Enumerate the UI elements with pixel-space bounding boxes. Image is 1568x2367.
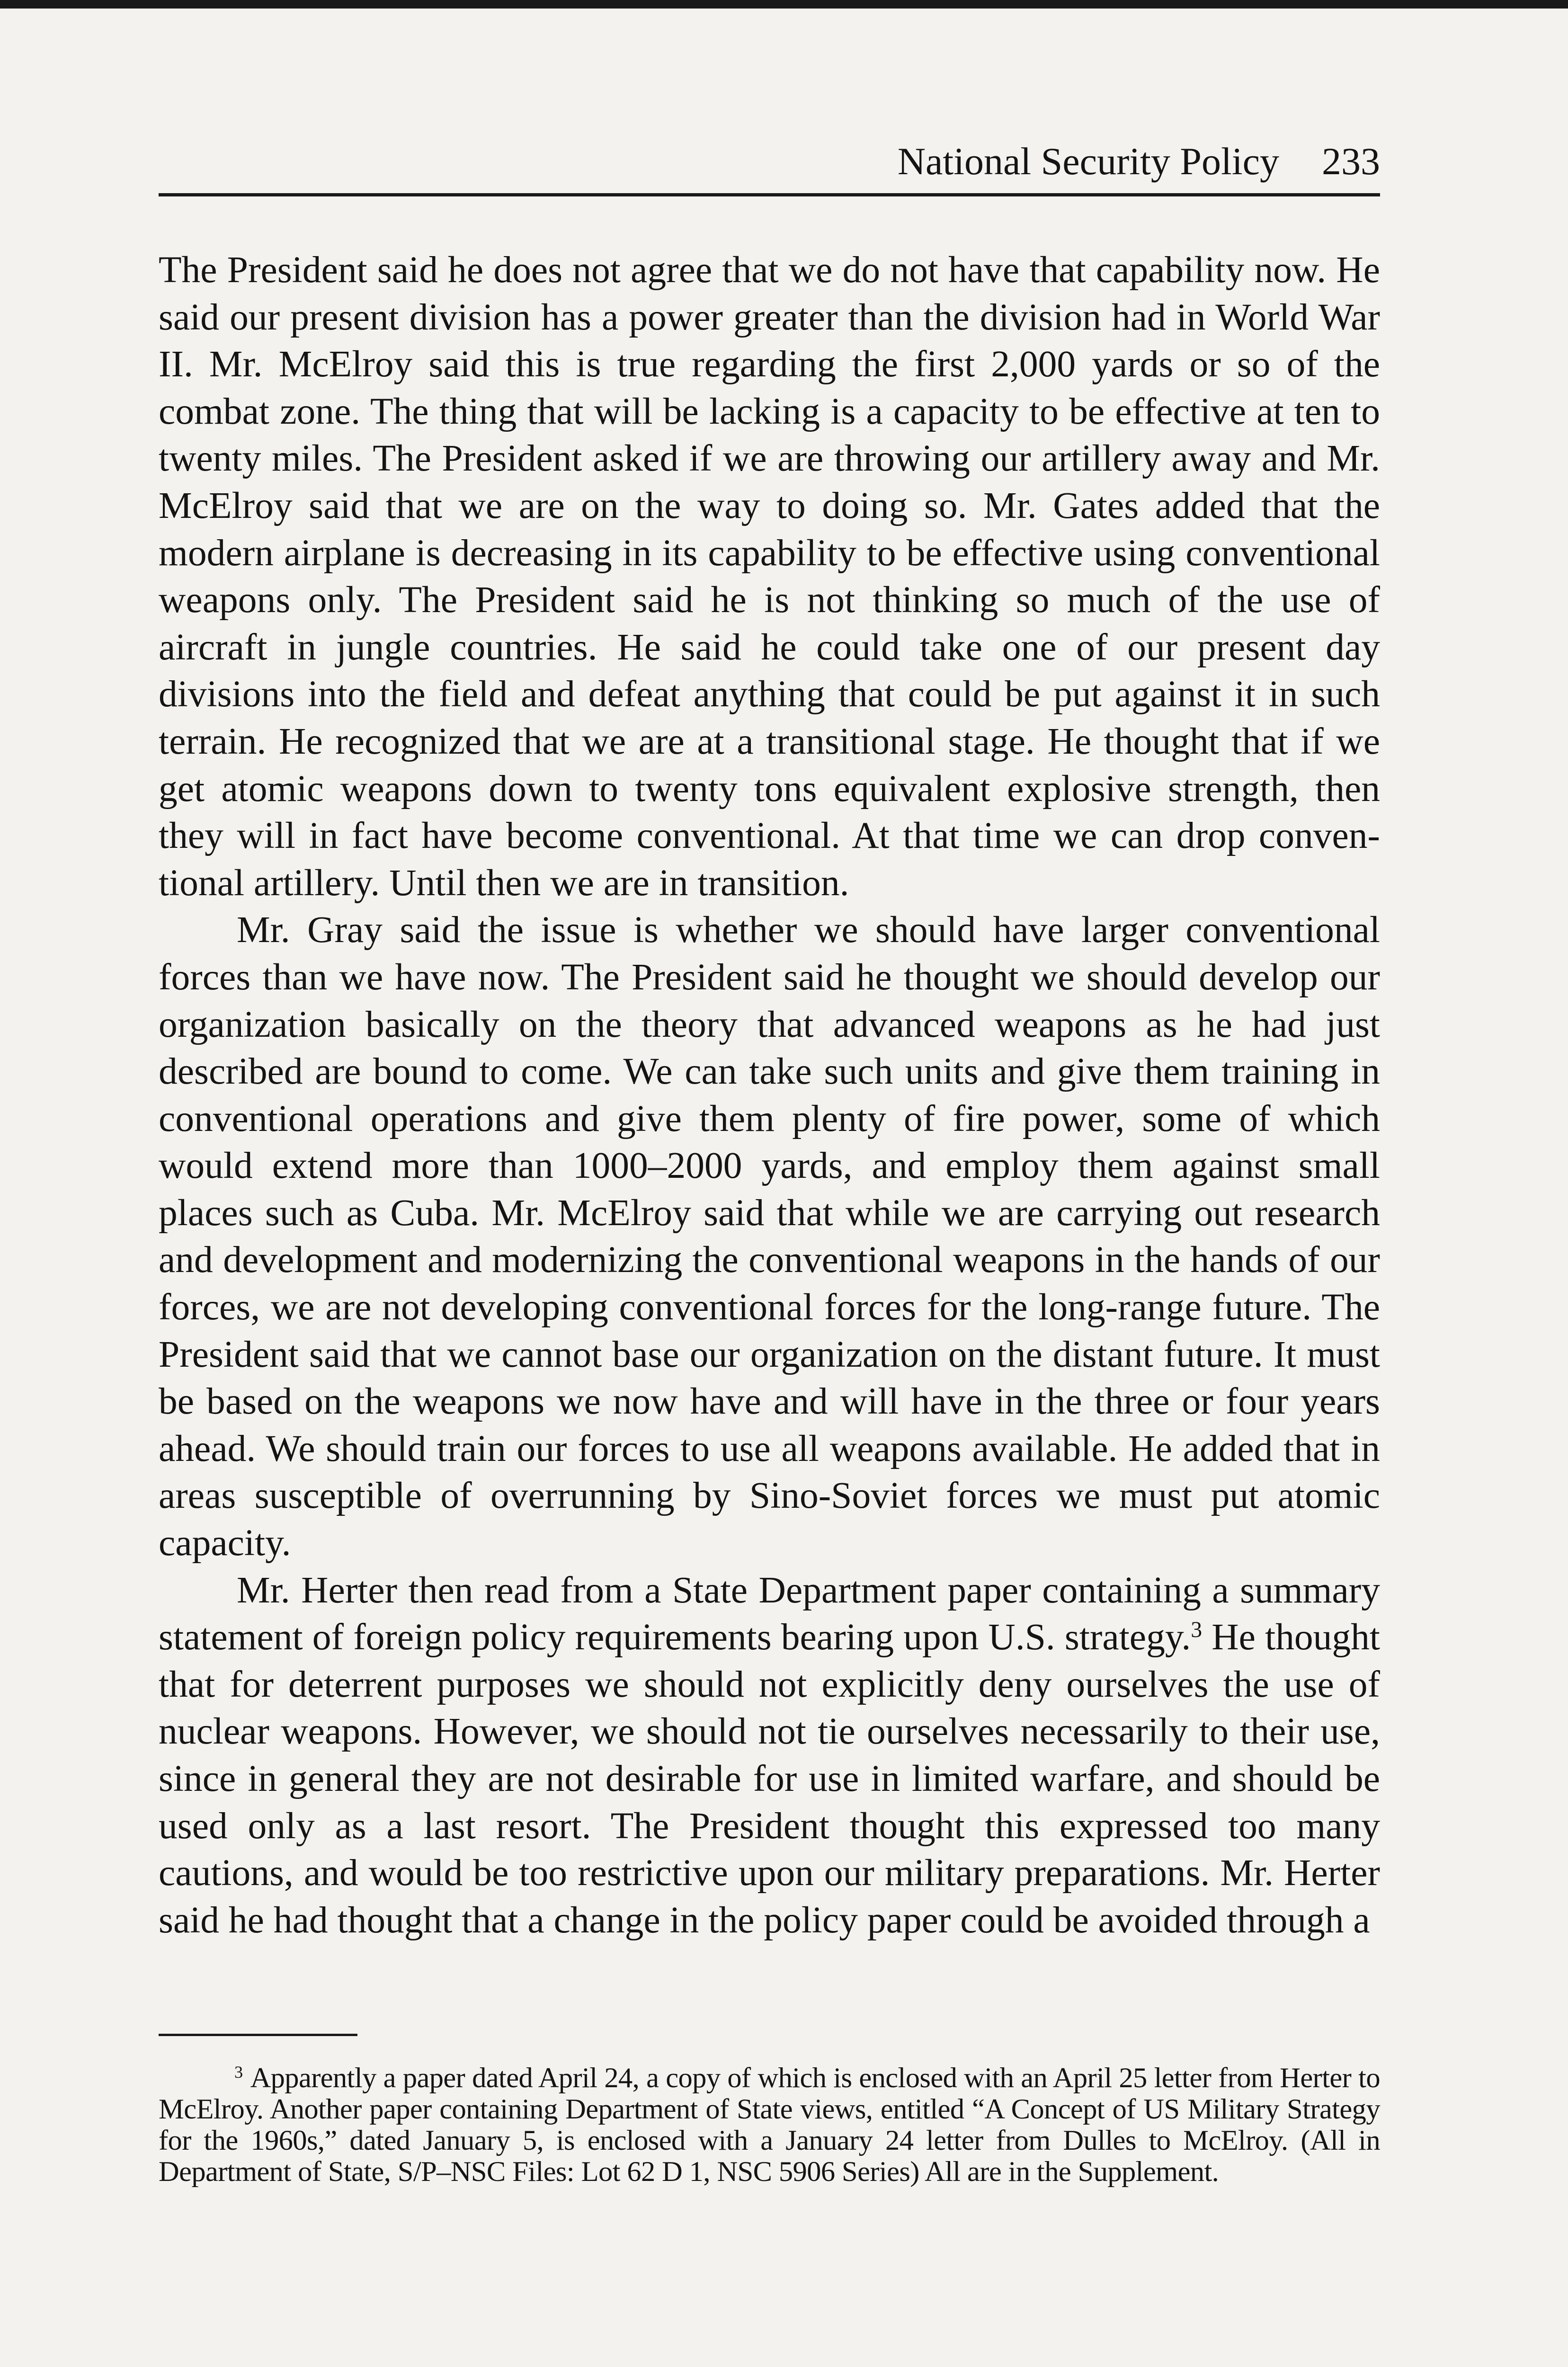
paragraph-3-text-end: He thought that for deterrent purposes we should not explicitly deny ourselves the use of nuclear weapons. However, we should not tie ourselves necessarily to their use, since in general they are not desirable for use in limited warfare, and should be used only as a last resort. The President thought this expressed too many cautions, and would be too restrictive upon our military preparations. Mr. Herter said he had thought that a change in the policy paper could be avoided through a (159, 1616, 1380, 1941)
running-header (159, 142, 1380, 196)
paragraph-1: The President said he does not agree that we do not have that capability now. He said our present division has a power greater than the division had in World War II. Mr. McElroy said this is true regarding the first 2,000 yards or so of the combat zone. The thing that will be lacking is a capacity to be effective at ten to twenty miles. The President asked if we are throwing our artillery away and Mr. McElroy said that we are on the way to doing so. Mr. Gates added that the modern airplane is decreasing in its capability to be effective using conventional weapons only. The President said he is not thinking so much of the use of aircraft in jungle countries. He said he could take one of our present day divisions into the field and defeat anything that could be put against it in such terrain. He recognized that we are at a transitional stage. He thought that if we get atomic weapons down to twenty tons equivalent explosive strength, then they will in fact have become conventional. At that time we can drop conventional artillery. Until then we are in transition. (159, 249, 1380, 904)
footnote (159, 2063, 1380, 2188)
running-header-title: National Security Policy (897, 140, 1279, 183)
footnote-number: 3 (234, 2063, 243, 2082)
paragraph-2: Mr. Gray said the issue is whether we should have larger conventional forces than we have now. The President said he thought we should develop our organization basically on the theory that advanced weapons as he had just described are bound to come. We can take such units and give them training in conventional operations and give them plenty of fire power, some of which would extend more than 1000–2000 yards, and employ them against small places such as Cuba. Mr. McElroy said that while we are carrying out research and development and modernizing the conventional weapons in the hands of our forces, we are not developing conventional forces for the long-range future. The President said that we cannot base our organization on the distant future. It must be based on the weapons we now have and will have in the three or four years ahead. We should train our forces to use all weapons available. He added that in areas susceptible of overrunning by Sino-Soviet forces we must put atomic capacity. (159, 909, 1380, 1564)
footnote-reference: 3 (1191, 1617, 1203, 1642)
footnote-text: Apparently a paper dated April 24, a copy of which is enclosed with an April 25 letter from Herter to McElroy. Another paper containing Department of State views, entitled “A Concept of US Military Strategy for the 1960s,” dated January 5, is enclosed with a January 24 letter from Dulles to McElroy. (All in Department of State, S/P–NSC Files: Lot 62 D 1, NSC 5906 Series) All are in the Supplement. (159, 2062, 1380, 2188)
footnote-separator (159, 2034, 357, 2036)
paragraph-3 (159, 1567, 1380, 1944)
body-text (159, 247, 1380, 1944)
scan-top-edge (0, 0, 1568, 9)
page-number: 233 (1322, 140, 1380, 183)
document-page (159, 142, 1380, 2188)
paragraph-3-text-start: Mr. Herter then read from a State Department paper containing a summary statement of foreign policy requirements bearing upon U.S. strategy. (159, 1569, 1380, 1658)
